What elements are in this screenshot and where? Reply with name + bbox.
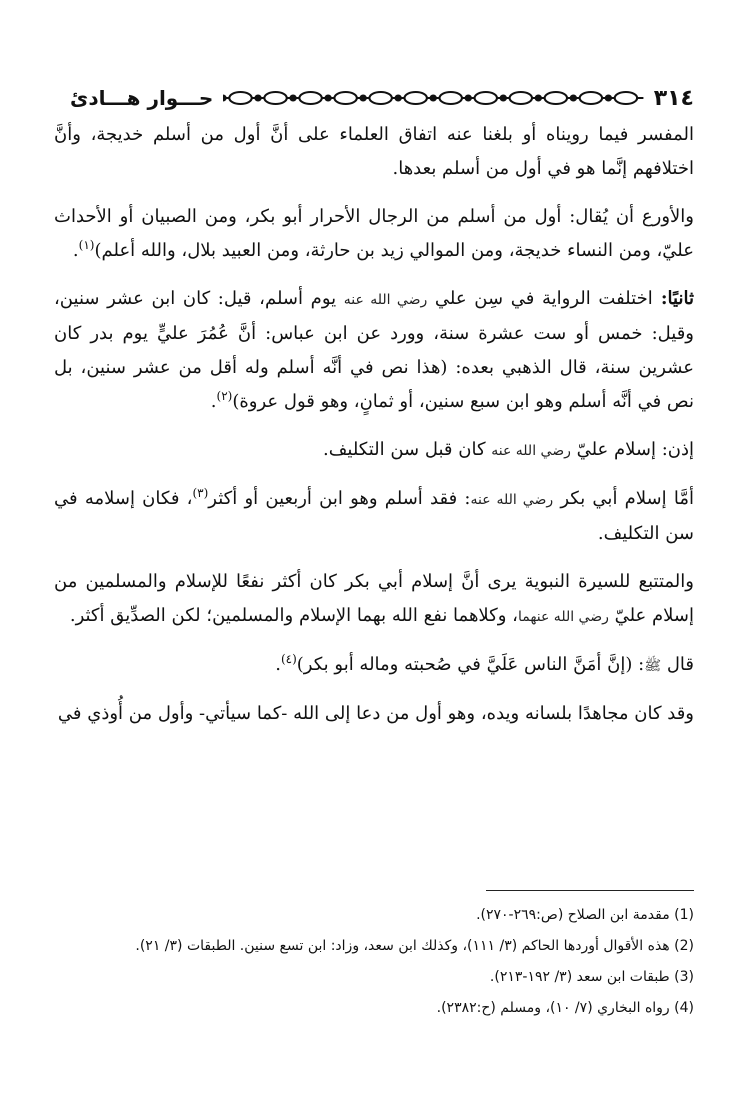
paragraph-5: أمَّا إسلام أبي بكر رضي الله عنه: فقد أسلم وهو ابن أربعين أو أكثر$^{(٣)}$، فكان إسلامه في سن التكليف. [54, 486, 694, 544]
ornament-leaf [265, 92, 287, 104]
footnotes [54, 900, 694, 1024]
ornament-leaf [545, 92, 567, 104]
ornament-dot [223, 96, 226, 101]
page-number: ٣١٤ [653, 85, 694, 111]
honorific: رضي الله عنه [491, 443, 571, 459]
ornament-dot [466, 96, 471, 101]
ornament-dot [606, 96, 611, 101]
ornament-leaf [300, 92, 322, 104]
ornament-leaf [440, 92, 462, 104]
body-text [54, 118, 694, 745]
ornament-leaf [580, 92, 602, 104]
ornament-dot [501, 96, 506, 101]
footnote-4: (4) رواه البخاري (٧/ ١٠)، ومسلم (ح:٢٣٨٢). [436, 1000, 694, 1016]
honorific: ﷺ [644, 658, 662, 674]
page-header [70, 80, 694, 116]
running-title: حـــوار هـــادئ [70, 86, 214, 110]
ornament-leaf [230, 92, 252, 104]
ornament-leaf [475, 92, 497, 104]
ornament-dot [256, 96, 261, 101]
ornament-leaf [510, 92, 532, 104]
footnote-ref-2[interactable]: (٢) [216, 389, 233, 403]
footnote-ref-4[interactable]: (٤) [280, 652, 297, 666]
paragraph-6: والمتتبع للسيرة النبوية يرى أنَّ إسلام أبي بكر كان أكثر نفعًا للإسلام والمسلمين من إسلام عليّ رضي الله عنهما، وكلاهما نفع الله بهما الإسلام والمسلمين؛ لكن الصدِّيق أكثر. [54, 571, 694, 626]
paragraph-1: المفسر فيما رويناه أو بلغنا عنه اتفاق العلماء على أنَّ أول من أسلم خديجة، وأنَّ اختلافهم إنَّما هو في أول من أسلم بعدها. [54, 124, 694, 179]
footnote-ref-1[interactable]: (١) [78, 238, 95, 252]
ornament-dot [396, 96, 401, 101]
footnote-3: (3) طبقات ابن سعد (٣/ ١٩٢-٢١٣). [489, 969, 694, 985]
ornament-dot [326, 96, 331, 101]
footnote-ref-3[interactable]: (٣) [192, 486, 209, 500]
ornament-leaf [335, 92, 357, 104]
paragraph-8: وقد كان مجاهدًا بلسانه ويده، وهو أول من دعا إلى الله -كما سيأتي- وأول من أُوذي في [57, 703, 694, 724]
ornamental-border [223, 86, 643, 110]
ornament-leaf [370, 92, 392, 104]
ornament-dot [431, 96, 436, 101]
footnote-divider [486, 890, 694, 891]
ornament-dot [361, 96, 366, 101]
footnote-2: (2) هذه الأقوال أوردها الحاكم (٣/ ١١١)، وكذلك ابن سعد، وزاد: ابن تسع سنين. الطبقات (٣/ ٢١). [135, 938, 694, 954]
ornament-dot [291, 96, 296, 101]
paragraph-2: والأورع أن يُقال: أول من أسلم من الرجال الأحرار أبو بكر، ومن الصبيان أو الأحداث عليّ، ومن النساء خديجة، ومن الموالي زيد بن حارثة، ومن العبيد بلال، والله أعلم)$^{(١)}$. [54, 206, 694, 261]
honorific: رضي الله عنه [470, 492, 554, 508]
honorific: رضي الله عنه [343, 292, 428, 308]
section-lead: ثانيًا: [652, 288, 694, 309]
paragraph-7: قال ﷺ: (إنَّ أمَنَّ الناس عَلَيَّ في صُحبته وماله أبو بكر)$^{(٤)}$. [275, 652, 694, 675]
paragraph-4: إذن: إسلام عليّ رضي الله عنه كان قبل سن التكليف. [323, 439, 694, 460]
ornament-dot [571, 96, 576, 101]
honorific: رضي الله عنهما [517, 609, 609, 625]
footnote-1: (1) مقدمة ابن الصلاح (ص:٢٦٩-٢٧٠). [476, 907, 694, 923]
ornament-dot [536, 96, 541, 101]
paragraph-3: ثانيًا: اختلفت الرواية في سِن علي رضي الله عنه يوم أسلم، قيل: كان ابن عشر سنين، وقيل: خمس أو ست عشرة سنة، وورد عن ابن عباس: أنَّ عُمُرَ عليٍّ يوم بدر كان عشرين سنة، قال الذهبي بعده: (هذا نص في أنَّه أسلم وله أقل من عشر سنين، بل نص في أنَّه أسلم وهو ابن سبع سنين، أو ثمانٍ، وهو قول عروة)$^{(٢)}$. [54, 288, 694, 412]
ornament-leaf [405, 92, 427, 104]
ornament-leaf [615, 92, 637, 104]
